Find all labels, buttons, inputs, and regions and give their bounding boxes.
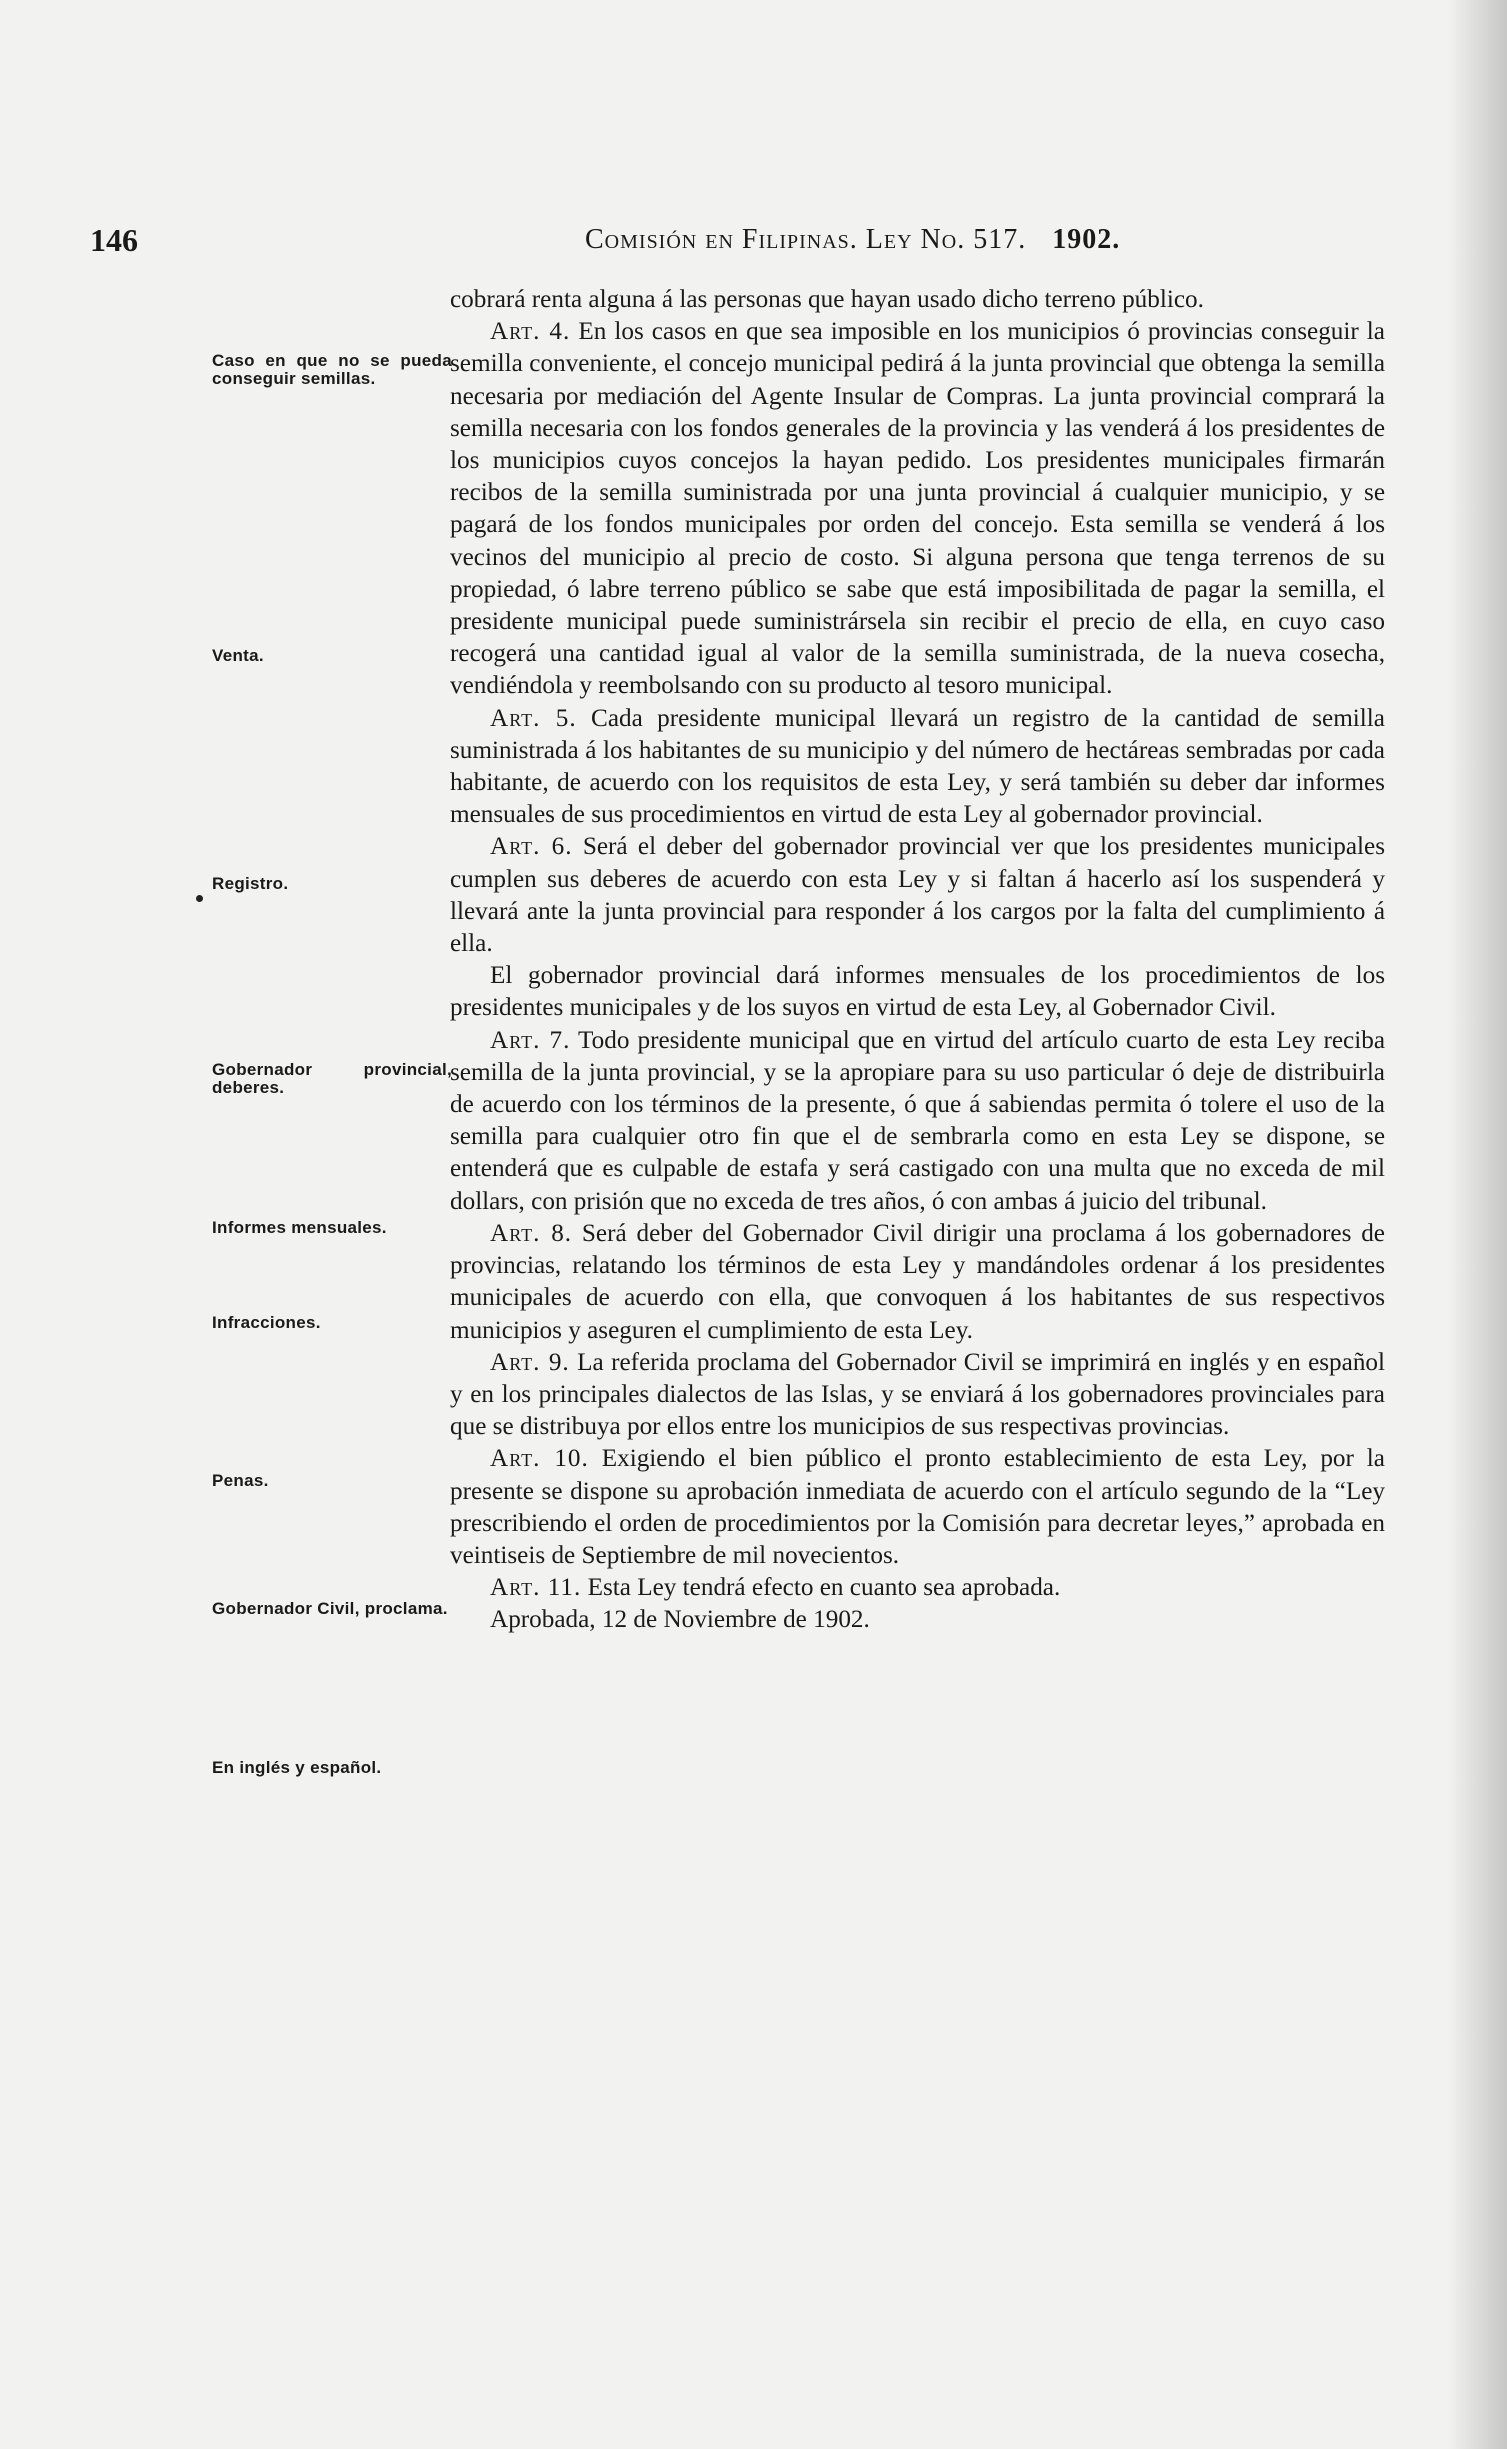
- running-head: [585, 224, 1120, 256]
- margin-note-informes: Informes mensuales.: [212, 1218, 387, 1237]
- article-label: Art. 8.: [490, 1219, 573, 1247]
- margin-note-venta: Venta.: [212, 646, 264, 665]
- article-6-continuation: [450, 960, 1385, 1024]
- margin-note-penas: Penas.: [212, 1471, 269, 1490]
- paragraph-text: El gobernador provincial dará informes mensuales de los procedimientos de los presidentes municipales y de los suyos en virtud de esta Ley, al Gobernador Civil.: [450, 962, 1385, 1022]
- article-7: [450, 1025, 1385, 1218]
- article-label: Art. 7.: [490, 1026, 571, 1054]
- article-label: Art. 5.: [490, 704, 577, 732]
- article-4: [450, 316, 1385, 702]
- page-edge-shadow: [1447, 0, 1507, 2449]
- margin-note-gobernador-civil: Gobernador Civil, proclama.: [212, 1599, 448, 1618]
- article-5: [450, 703, 1385, 832]
- running-head-year: 1902.: [1052, 224, 1121, 255]
- margin-note-semilla: Caso en que no se pueda conseguir semillas.: [212, 351, 452, 388]
- paragraph-text: Todo presidente municipal que en virtud del artículo cuarto de esta Ley reciba semilla de la junta provincial, y se la apropiare para su uso particular ó deje de distribuirla de acuerdo con los términos de la presente, ó que á sabiendas permita ó tolere el uso de la semilla para cualquier otro fin que el de sembrarla como en esta Ley se dispone, se entenderá que es culpable de estafa y será castigado con una multa que no exceda de mil dollars, con prisión que no exceda de tres años, ó con ambas á juicio del tribunal.: [450, 1026, 1385, 1215]
- article-label: Art. 11.: [490, 1574, 582, 1602]
- margin-bullet-mark: [196, 895, 203, 902]
- paragraph-text: Esta Ley tendrá efecto en cuanto sea aprobada.: [587, 1574, 1061, 1602]
- paragraph-text: cobrará renta alguna á las personas que hayan usado dicho terreno público.: [450, 286, 1204, 313]
- article-label: Art. 10.: [490, 1445, 589, 1473]
- article-11: [450, 1572, 1385, 1604]
- article-9: [450, 1347, 1385, 1444]
- margin-note-ingles-espanol: En inglés y español.: [212, 1758, 382, 1777]
- paragraph-continuation: [450, 284, 1385, 316]
- margin-note-registro: Registro.: [212, 874, 289, 893]
- running-head-title: Comisión en Filipinas. Ley No. 517.: [585, 224, 1027, 255]
- paragraph-text: En los casos en que sea imposible en los municipios ó provincias conseguir la semilla conveniente, el concejo municipal pedirá á la junta provincial que obtenga la semilla necesaria por mediación del Agente Insular de Compras. La junta provincial comprará la semilla necesaria con los fondos generales de la provincia y las venderá á los presidentes de los municipios cuyos concejos la hayan pedido. Los presidentes municipales firmarán recibos de la semilla suministrada por una junta provincial á cualquier municipio, y se pagará de los fondos municipales por orden del concejo. Esta semilla se venderá á los vecinos del municipio al precio de costo. Si alguna persona que tenga terrenos de su propiedad, ó labre terreno público se sabe que está imposibilitada de pagar la semilla, el presidente municipal puede suministrársela sin recibir el precio de ella, en cuyo caso recogerá una cantidad igual al valor de la semilla suministrada, de la nueva cosecha, vendiéndola y reembolsando con su producto al tesoro municipal.: [450, 318, 1385, 700]
- paragraph-text: Aprobada, 12 de Noviembre de 1902.: [490, 1606, 870, 1634]
- margin-note-gobernador-provincial: Gobernador provincial, deberes.: [212, 1060, 452, 1097]
- article-label: Art. 6.: [490, 833, 573, 861]
- paragraph-text: La referida proclama del Gobernador Civil se imprimirá en inglés y en español y en los principales dialectos de las Islas, y se enviará á los gobernadores provinciales para que se distribuya por ellos entre los municipios de sus respectivas provincias.: [450, 1348, 1386, 1441]
- article-10: [450, 1443, 1385, 1572]
- paragraph-text: Cada presidente municipal llevará un registro de la cantidad de semilla suministrada á los habitantes de su municipio y del número de hectáreas sembradas por cada habitante, de acuerdo con los requisitos de esta Ley, y será también su deber dar informes mensuales de sus procedimientos en virtud de esta Ley al gobernador provincial.: [450, 704, 1385, 829]
- paragraph-text: Será deber del Gobernador Civil dirigir una proclama á los gobernadores de provincias, relatando los términos de esta Ley y mandándoles ordenar á los presidentes municipales de acuerdo con ella, que convoquen á los habitantes de sus respectivos municipios y aseguren el cumplimiento de esta Ley.: [450, 1219, 1385, 1344]
- page-header: [90, 222, 1270, 262]
- article-6: [450, 831, 1385, 960]
- paragraph-text: Exigiendo el bien público el pronto establecimiento de esta Ley, por la presente se dispone su aprobación inmediata de acuerdo con el artículo segundo de la “Ley prescribiendo el orden de procedimientos por la Comisión para decretar leyes,” aprobada en veintiseis de Septiembre de mil novecientos.: [450, 1445, 1385, 1569]
- margin-note-infracciones: Infracciones.: [212, 1313, 321, 1332]
- article-label: Art. 9.: [490, 1348, 570, 1376]
- page-number: 146: [90, 222, 138, 258]
- article-8: [450, 1218, 1385, 1347]
- law-body-text: [450, 284, 1385, 1637]
- article-label: Art. 4.: [490, 318, 571, 346]
- approval-date: [450, 1604, 1385, 1636]
- paragraph-text: Será el deber del gobernador provincial ver que los presidentes municipales cumplen sus deberes de acuerdo con esta Ley y si faltan á hacerlo así los suspenderá y llevará ante la junta provincial para responder á los cargos por la falta del cumplimiento á ella.: [450, 833, 1385, 958]
